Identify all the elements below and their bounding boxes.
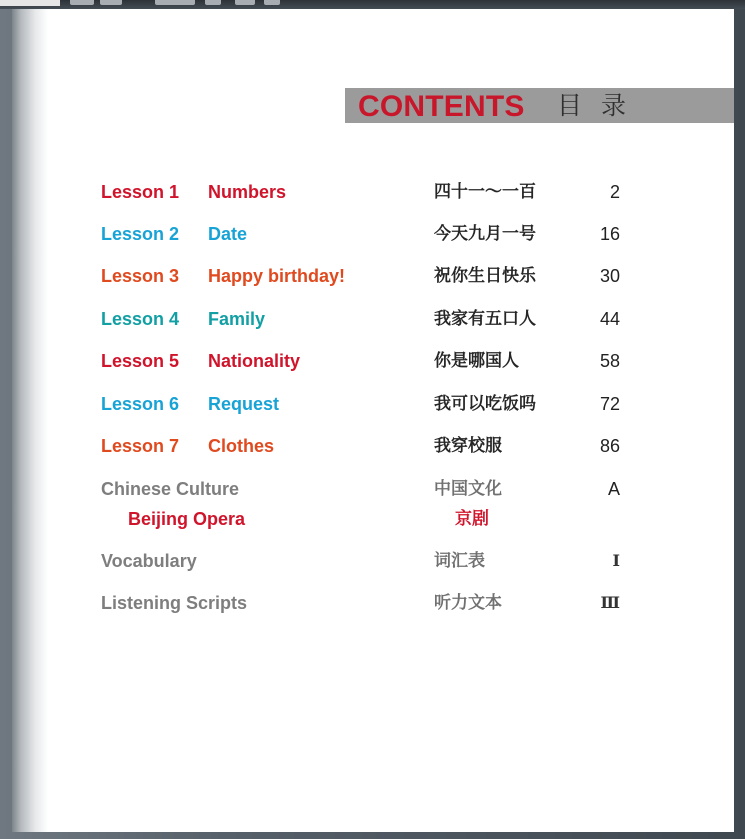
toc-row[interactable] xyxy=(12,346,734,376)
settings-icon[interactable] xyxy=(264,0,280,5)
lesson-number: Lesson 3 xyxy=(101,266,180,286)
toc-row[interactable] xyxy=(12,177,734,207)
toc-row[interactable] xyxy=(12,389,734,419)
culture-subrow[interactable] xyxy=(12,504,734,534)
culture-label-chinese: 中国文化 xyxy=(434,479,502,498)
page-binding-shadow xyxy=(12,9,48,832)
scripts-label-chinese: 听力文本 xyxy=(434,593,502,612)
culture-topic-chinese: 京剧 xyxy=(455,509,489,528)
vocabulary-label: Vocabulary xyxy=(101,551,197,571)
lesson-number: Lesson 6 xyxy=(101,394,180,414)
viewer-toolbar xyxy=(0,0,745,9)
scripts-row[interactable] xyxy=(12,588,734,618)
lesson-title-chinese: 我家有五口人 xyxy=(434,309,536,329)
page-number: I xyxy=(612,551,620,570)
culture-topic: Beijing Opera xyxy=(128,509,246,529)
document-page xyxy=(12,9,734,832)
page-number: 16 xyxy=(599,224,620,244)
lesson-topic: Happy birthday! xyxy=(208,266,346,286)
vocabulary-label-chinese: 词汇表 xyxy=(434,551,485,570)
lesson-title-chinese: 今天九月一号 xyxy=(434,224,536,244)
back-icon[interactable] xyxy=(70,0,94,5)
toc-row[interactable] xyxy=(12,431,734,461)
lesson-topic: Request xyxy=(208,394,280,414)
lesson-title-chinese: 你是哪国人 xyxy=(434,351,519,371)
toolbar-tab[interactable] xyxy=(0,0,60,6)
zoom-icon[interactable] xyxy=(235,0,255,5)
page-number: 86 xyxy=(599,436,620,456)
culture-row[interactable] xyxy=(12,474,734,504)
lesson-title-chinese: 四十一～一百 xyxy=(434,182,536,202)
culture-label: Chinese Culture xyxy=(101,479,240,499)
lesson-topic: Family xyxy=(208,309,266,329)
contents-title-chinese: 目 录 xyxy=(557,92,632,120)
vocabulary-row[interactable] xyxy=(12,546,734,576)
lesson-topic: Clothes xyxy=(208,436,275,456)
scripts-label: Listening Scripts xyxy=(101,593,248,613)
lesson-number: Lesson 5 xyxy=(101,351,180,371)
page-number: 30 xyxy=(599,266,620,286)
page-number: A xyxy=(607,479,620,499)
lesson-topic: Nationality xyxy=(208,351,301,371)
forward-icon[interactable] xyxy=(100,0,122,5)
toc-row[interactable] xyxy=(12,219,734,249)
lesson-topic: Numbers xyxy=(208,182,287,202)
lesson-number: Lesson 2 xyxy=(101,224,180,244)
toc-row[interactable] xyxy=(12,304,734,334)
page-number: 58 xyxy=(599,351,620,371)
lesson-title-chinese: 祝你生日快乐 xyxy=(434,266,536,286)
lesson-number: Lesson 1 xyxy=(101,182,180,202)
lesson-title-chinese: 我穿校服 xyxy=(434,436,502,456)
lesson-number: Lesson 7 xyxy=(101,436,180,456)
contents-title: CONTENTS xyxy=(358,90,525,123)
page-number: 72 xyxy=(599,394,620,414)
toc-row[interactable] xyxy=(12,261,734,291)
lesson-topic: Date xyxy=(208,224,248,244)
page-nav-icon[interactable] xyxy=(155,0,195,5)
print-icon[interactable] xyxy=(205,0,221,5)
page-number: 44 xyxy=(599,309,620,329)
lesson-number: Lesson 4 xyxy=(101,309,180,329)
lesson-title-chinese: 我可以吃饭吗 xyxy=(434,394,536,414)
page-number: 2 xyxy=(609,182,620,202)
page-number: Ⅲ xyxy=(600,593,620,612)
